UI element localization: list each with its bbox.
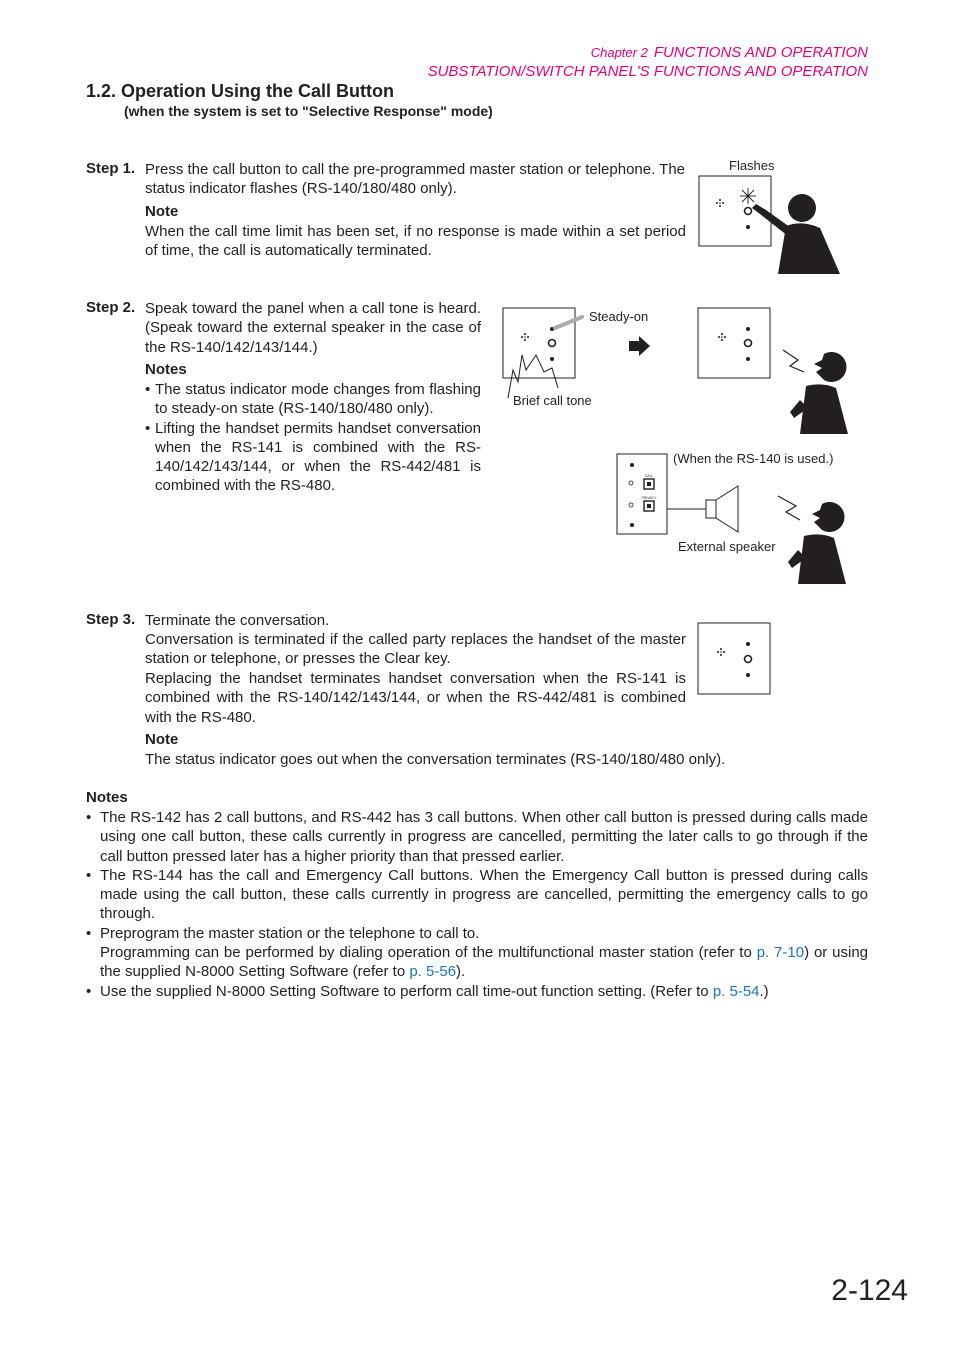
section-title: 1.2. Operation Using the Call Button [86, 81, 395, 101]
list-item: • Lifting the handset permits handset conversation when the RS-141 is combined with the RS-140/142/143/144, or when the RS-442/481 is combined with the RS-480. [145, 419, 481, 495]
link-p5-56[interactable]: p. 5-56 [409, 963, 457, 981]
external-speaker-icon [706, 486, 738, 532]
call-button-icon [745, 656, 752, 663]
notes-heading: Notes [86, 789, 128, 806]
step3-text1: Terminate the conversation. [145, 612, 330, 629]
step1-note-heading: Note [145, 203, 179, 220]
screw-icon [746, 357, 750, 361]
rs140-panel-icon [617, 454, 667, 534]
step1-label: Step 1. [86, 160, 136, 177]
screw-icon [746, 225, 750, 229]
step3-text3: Replacing the handset terminates handset conversation when the RS-141 is combined with the RS-140/142/143/144, or when the RS-442/481 is combined with the RS-480. [145, 670, 686, 726]
step3-text2: Conversation is terminated if the called party replaces the handset of the master station or telephone, or presses the Clear key. [145, 631, 686, 668]
person-speaking-icon [790, 352, 848, 434]
indicator-icon [629, 503, 633, 507]
step2-notes-list [145, 380, 481, 496]
section-subtitle: (when the system is set to "Selective Response" mode) [124, 103, 493, 119]
list-item: • The RS-144 has the call and Emergency Call buttons. When the Emergency Call button is pressed during calls made using the call button, these calls currently in progress are cancelled, permitting the emergency calls to go through. [86, 866, 868, 923]
flashing-indicator-icon [740, 188, 756, 204]
voice-icon [778, 496, 800, 520]
flashes-label: Flashes [729, 158, 775, 173]
screw-icon [630, 463, 634, 467]
list-item: • The RS-142 has 2 call buttons, and RS-442 has 3 call buttons. When other call button is pressed during calls made using one call button, these calls currently in progress are cancelled, permitting the later calls to go through if the call button pressed later has a higher priority than that pressed earlier. [86, 809, 868, 865]
screw-icon [630, 523, 634, 527]
link-p5-54[interactable]: p. 5-54 [712, 982, 760, 1000]
call-button-icon [745, 340, 752, 347]
panel-icon [698, 308, 770, 378]
running-header-chapter [591, 44, 868, 61]
step2-speaking-figure [690, 300, 855, 440]
step2-external-speaker-figure [610, 448, 855, 588]
list-item: • Use the supplied N-8000 Setting Software to perform call time-out function setting. (Refer to p. 5-54.) [86, 982, 769, 1000]
call-button-icon [549, 340, 556, 347]
running-header-subsection: SUBSTATION/SWITCH PANEL'S FUNCTIONS AND OPERATION [427, 63, 868, 80]
voice-icon [783, 350, 804, 372]
chapter-label: Chapter 2 [590, 45, 648, 60]
call-button-icon [745, 208, 752, 215]
external-speaker-label: External speaker [678, 539, 776, 554]
list-item: • The status indicator mode changes from flashing to steady-on state (RS-140/180/480 only). [145, 381, 481, 418]
step2-label: Step 2. [86, 299, 136, 316]
list-item: • Preprogram the master station or the telephone to call to. Programming can be performed by dialing operation of the multifunctional master station (refer to p. 7-10) or using the supplied N-8000 Setting Software (refer to p. 5-56). [86, 924, 869, 981]
panel-icon [503, 308, 575, 378]
panel-icon [698, 623, 770, 694]
indicator-icon [746, 327, 750, 331]
link-p7-10[interactable]: p. 7-10 [756, 944, 805, 962]
person-speaking-icon [788, 502, 846, 584]
screw-icon [550, 357, 554, 361]
chapter-title: FUNCTIONS AND OPERATION [653, 44, 868, 61]
step3-label: Step 3. [86, 611, 136, 628]
call-button-caption: CALL [644, 474, 654, 478]
screw-icon [746, 673, 750, 677]
privacy-button-caption: PRIVACY [641, 496, 657, 500]
step3-panel-figure [692, 618, 777, 698]
indicator-icon [746, 642, 750, 646]
page-number: 2-124 [831, 1274, 908, 1307]
step3-note-heading: Note [145, 731, 179, 748]
rs140-label: (When the RS-140 is used.) [673, 451, 834, 466]
step1-note: When the call time limit has been set, if no response is made within a set period of time, the call is automatically terminated. [145, 223, 686, 260]
arrow-right-icon [628, 335, 652, 357]
step1-text: Press the call button to call the pre-programmed master station or telephone. The status indicator flashes (RS-140/180/480 only). [145, 161, 686, 198]
step3-note: The status indicator goes out when the conversation terminates (RS-140/180/480 only). [145, 751, 726, 768]
step2-notes-heading: Notes [145, 361, 187, 378]
brief-tone-label: Brief call tone [513, 393, 592, 408]
notes-list [86, 808, 868, 1001]
steady-on-label: Steady-on [589, 309, 649, 324]
indicator-icon [629, 481, 633, 485]
step2-text: Speak toward the panel when a call tone is heard. (Speak toward the external speaker in the case of the RS-140/142/143/144.) [145, 300, 481, 356]
step1-figure [690, 170, 850, 276]
